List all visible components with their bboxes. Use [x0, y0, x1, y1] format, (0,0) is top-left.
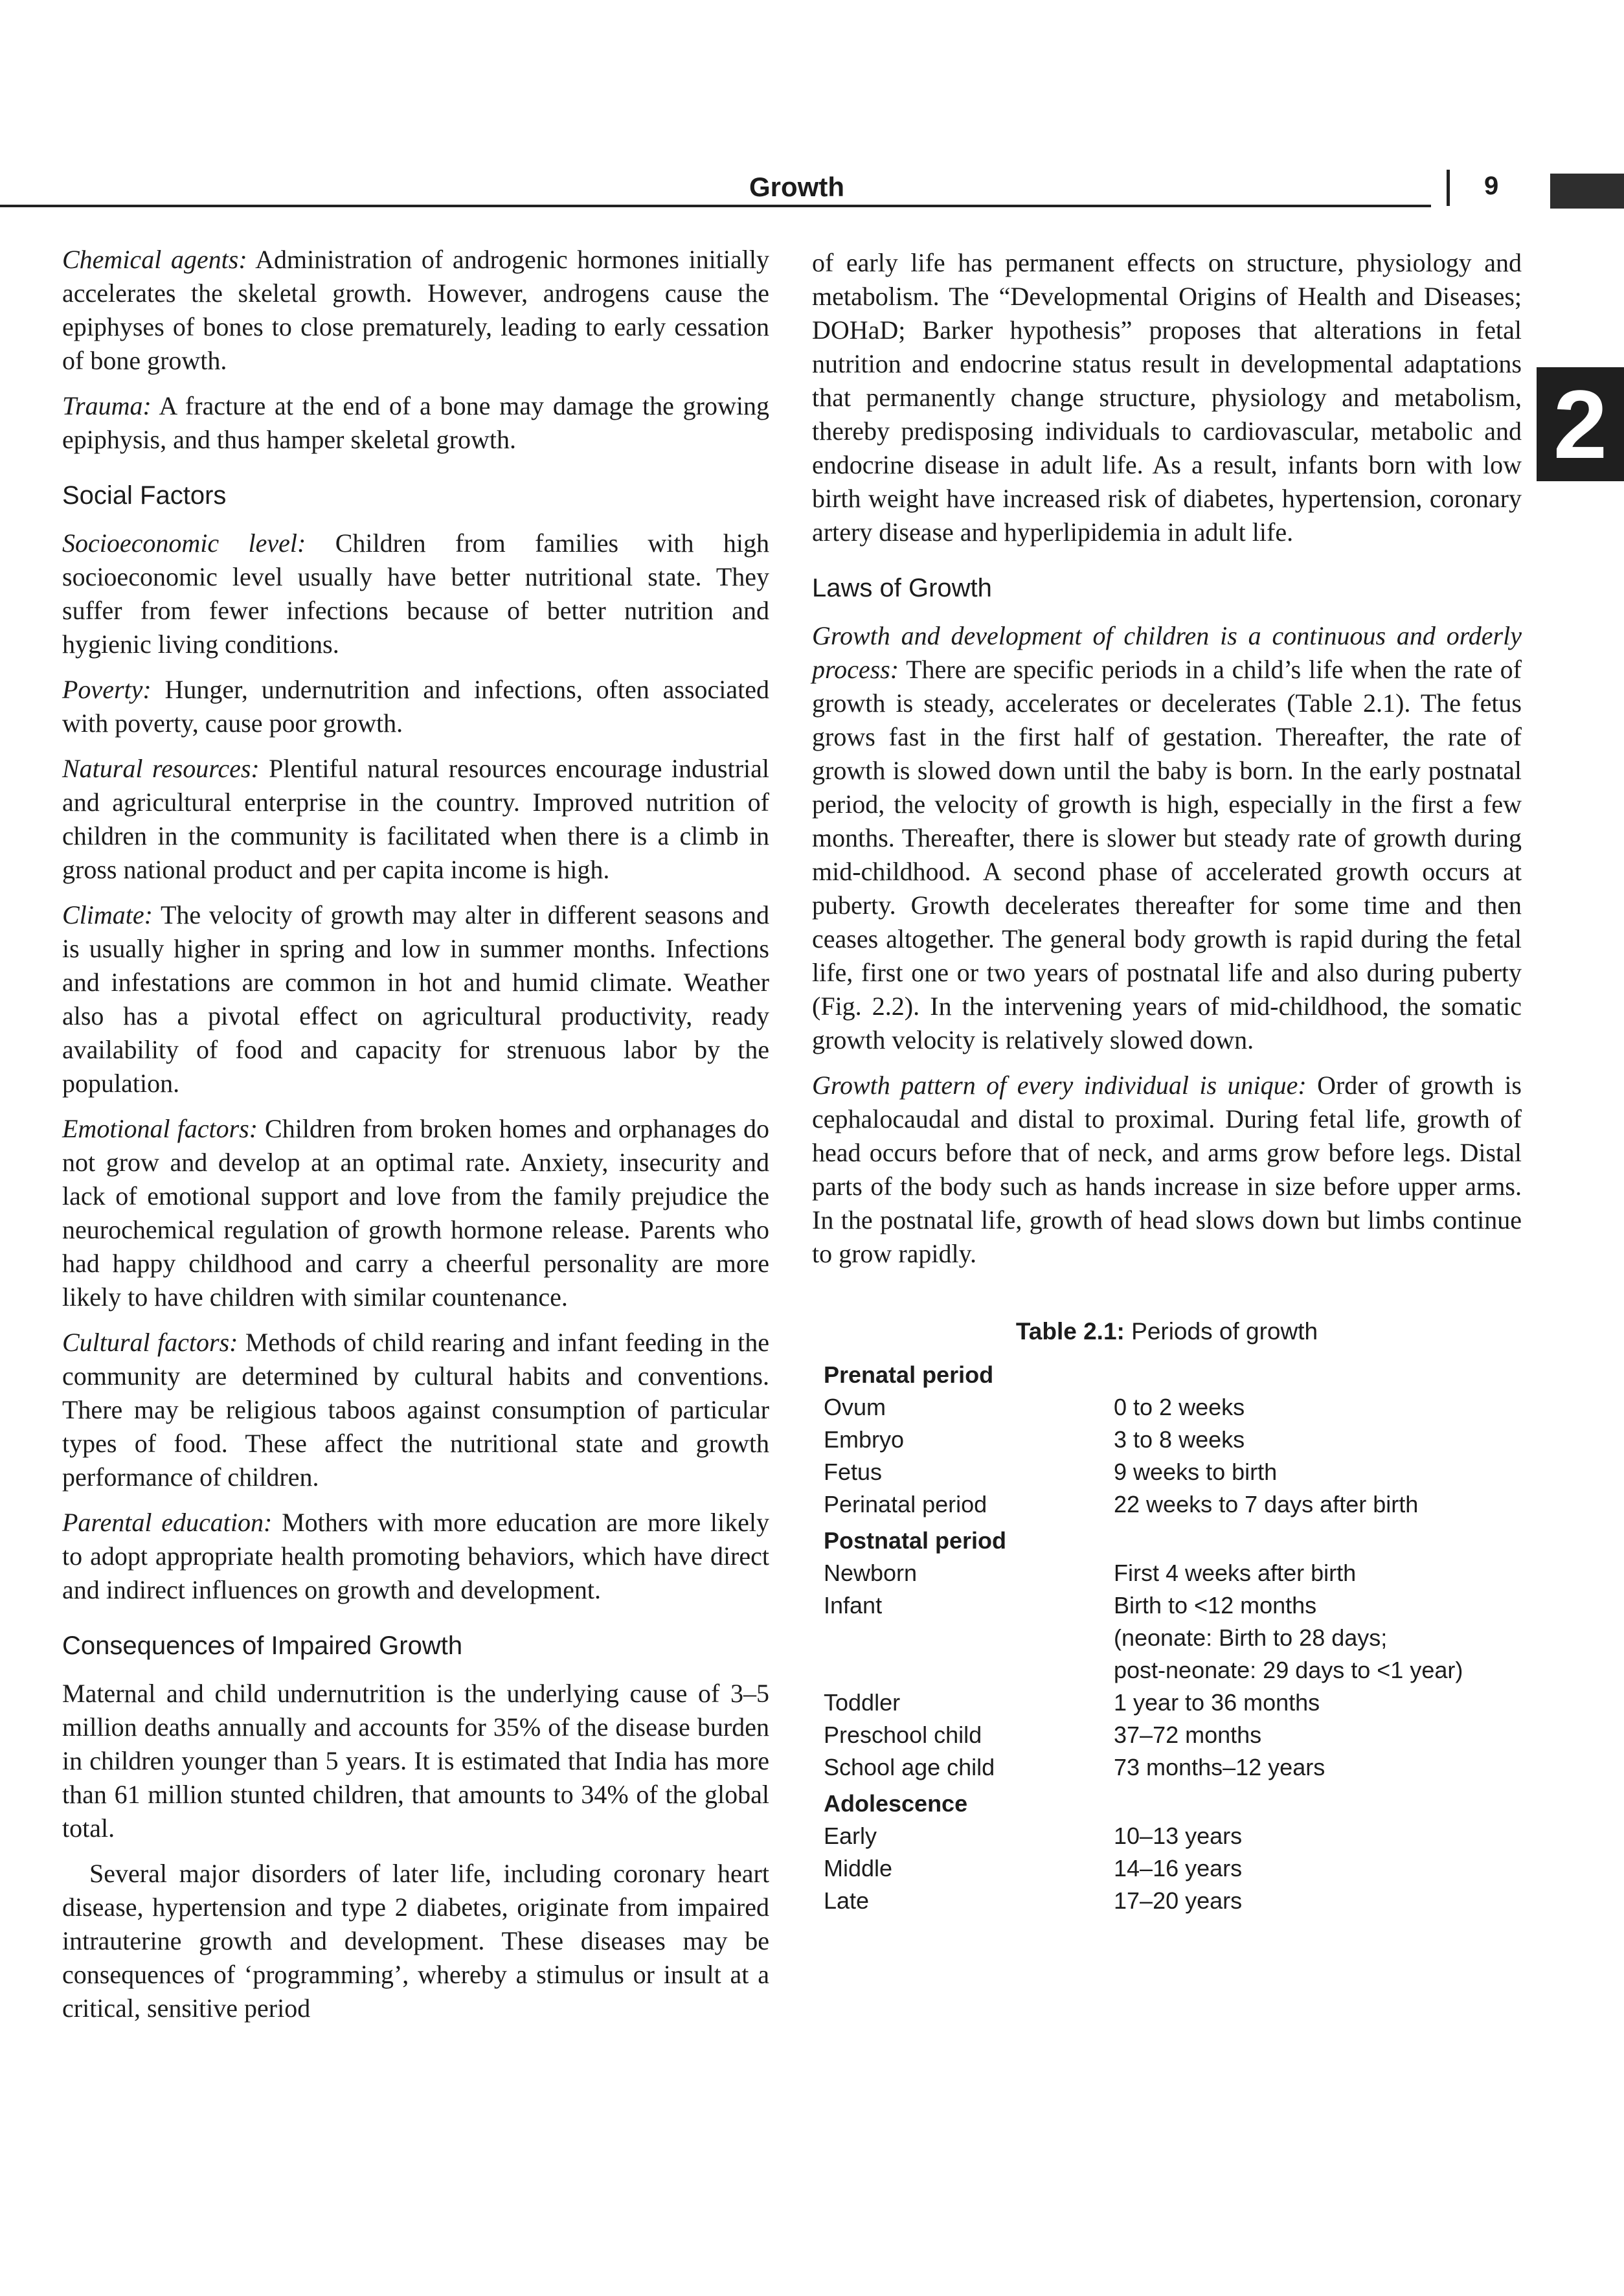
table-section-row [812, 1784, 1522, 1820]
table-row [812, 1488, 1522, 1521]
paragraph-text: Order of growth is cephalocaudal and distal to proximal. During fetal life, growth of head occurs before that of neck, and arms grow before legs. Distal parts of the body such as hands increase in size before upper arms. In the postnatal life, growth of head slows down but limbs continue to grow rapidly. [812, 1071, 1522, 1268]
paragraph-lead: Trauma: [62, 391, 152, 420]
table-cell-term: Toddler [824, 1689, 901, 1716]
table-section-title: Postnatal period [824, 1527, 1007, 1554]
paragraph [62, 1112, 769, 1314]
paragraph-continuation: of early life has permanent effects on structure, physiology and metabolism. The “Developmental Origins of Health and Diseases; DOHaD; Barker hypothesis” proposes that alterations in fetal nutrition and endocrine status result in developmental adaptations that permanently change structure, physiology and metabolism, thereby predisposing individuals to cardiovascular, metabolic and endocrine disease in adult life. As a result, infants born with low birth weight have increased risk of diabetes, hypertension, coronary artery disease and hyperlipidemia in adult life. [812, 248, 1522, 547]
table-cell-term: Late [824, 1887, 870, 1914]
table-row [812, 1751, 1522, 1784]
table-cell-value: 17–20 years [1114, 1887, 1243, 1914]
table-section-row [812, 1521, 1522, 1557]
table-row [812, 1719, 1522, 1751]
table-cell-value: 1 year to 36 months [1114, 1689, 1320, 1716]
paragraph-text: Plentiful natural resources encourage industrial and agricultural enterprise in the country. Improved nutrition of children in the community is facilitated when there is a climb in gross national product and per capita income is high. [62, 754, 769, 884]
table-cell-term [812, 1654, 1102, 1687]
paragraph [62, 243, 769, 378]
table-cell-term: Infant [824, 1592, 883, 1619]
table-cell-term: Early [824, 1823, 877, 1849]
paragraph-lead: Emotional factors: [62, 1114, 258, 1143]
paragraph-text: The velocity of growth may alter in different seasons and is usually higher in spring and low in summer months. Infections and infestations are common in hot and humid climate. Weather also has a pivotal effect on agricultural productivity, ready availability of food and capacity for strenuous labor by the population. [62, 900, 769, 1098]
table-cell-value: 10–13 years [1114, 1823, 1243, 1849]
paragraph-text: There are specific periods in a child’s life when the rate of growth is steady, accelerates or decelerates (Table 2.1). The fetus grows fast in the first half of gestation. Thereafter, the rate of growth is slowed down until the baby is born. In the early postnatal period, the velocity of growth is high, especially in the first a few months. Thereafter, there is slower but steady rate of growth during mid-childhood. A second phase of accelerated growth occurs at puberty. Growth decelerates thereafter for some time and then ceases altogether. The general body growth is rapid during the fetal life, first one or two years of postnatal life and also during puberty (Fig. 2.2). In the intervening years of mid-childhood, the somatic growth velocity is relatively slowed down. [812, 655, 1522, 1054]
paragraph-text: Mothers with more education are more likely to adopt appropriate health promoting behaviors, which have direct and indirect influences on growth and development. [62, 1508, 769, 1604]
table-cell-value: 0 to 2 weeks [1114, 1394, 1245, 1420]
paragraph-lead: Socioeconomic level: [62, 529, 306, 558]
paragraph-lead: Parental education: [62, 1508, 273, 1537]
paragraph-lead: Cultural factors: [62, 1328, 238, 1357]
table-cell-value: 14–16 years [1114, 1855, 1243, 1881]
table-cell-value: 22 weeks to 7 days after birth [1114, 1491, 1419, 1517]
paragraph [62, 527, 769, 661]
table-caption [812, 1315, 1522, 1348]
table-section-title: Prenatal period [824, 1361, 994, 1388]
table-row [812, 1456, 1522, 1488]
running-header-title: Growth [749, 172, 844, 202]
table-cell-value: 9 weeks to birth [1114, 1459, 1278, 1485]
table-row [812, 1424, 1522, 1456]
section-heading-social-factors: Social Factors [62, 481, 227, 510]
paragraph-lead: Growth and development of children is a continuous and orderly process: [812, 621, 1522, 684]
header-rule [0, 205, 1431, 207]
paragraph-lead: Growth pattern of every individual is unique: [812, 1071, 1307, 1100]
table-cell-term: Middle [824, 1855, 893, 1881]
table-section-row [812, 1355, 1522, 1391]
table-cell-term: Preschool child [824, 1722, 982, 1748]
paragraph-text: Hunger, undernutrition and infections, often associated with poverty, cause poor growth. [62, 675, 769, 738]
paragraph: Maternal and child undernutrition is the underlying cause of 3–5 million deaths annually and accounts for 35% of the disease burden in children younger than 5 years. It is estimated that India has more than 61 million stunted children, that amounts to 34% of the global total. [62, 1679, 769, 1843]
table-row [812, 1885, 1522, 1917]
paragraph-lead: Poverty: [62, 675, 152, 704]
table-cell-term: School age child [824, 1754, 995, 1780]
paragraph-lead: Natural resources: [62, 754, 260, 783]
table-row [812, 1622, 1522, 1654]
paragraph-lead: Chemical agents: [62, 245, 247, 274]
table-cell-term: Fetus [824, 1459, 883, 1485]
table-cell-term: Ovum [824, 1394, 886, 1420]
table-cell-term [812, 1622, 1102, 1654]
table-cell-value: 3 to 8 weeks [1114, 1426, 1245, 1453]
table-row [812, 1557, 1522, 1589]
paragraph-text: Children from broken homes and orphanages do not grow and develop at an optimal rate. Anxiety, insecurity and lack of emotional support and love from the family prejudice the neurochemical regulation of growth hormone release. Parents who had happy childhood and carry a cheerful personality are more likely to have children with similar countenance. [62, 1114, 769, 1312]
paragraph [62, 1506, 769, 1607]
table-section-title: Adolescence [824, 1790, 968, 1817]
paragraph [62, 752, 769, 887]
paragraph-lead: Climate: [62, 900, 153, 929]
left-column [62, 243, 769, 2037]
table-cell-value: Birth to <12 months [1114, 1592, 1317, 1619]
table-cell-term: Newborn [824, 1560, 918, 1586]
table-row [812, 1687, 1522, 1719]
table-row [812, 1589, 1522, 1622]
paragraph-text: Administration of androgenic hormones initially accelerates the skeletal growth. However, androgens cause the epiphyses of bones to close prematurely, leading to early cessation of bone growth. [62, 245, 770, 375]
table-caption-text: Periods of growth [1124, 1318, 1318, 1345]
paragraph-text: Children from families with high socioeconomic level usually have better nutritional state. They suffer from fewer infections because of better nutrition and hygienic living conditions. [62, 529, 769, 659]
periods-of-growth-table [812, 1355, 1522, 1917]
paragraph [62, 1326, 769, 1494]
chapter-tab: 2 [1537, 367, 1624, 481]
paragraph [62, 389, 769, 457]
table-cell-term: Embryo [824, 1426, 905, 1453]
header-separator [1447, 170, 1450, 206]
page-number: 9 [1484, 172, 1499, 200]
table-cell-value: (neonate: Birth to 28 days; [1114, 1624, 1388, 1651]
paragraph-text: A fracture at the end of a bone may damage the growing epiphysis, and thus hamper skeletal growth. [62, 391, 769, 454]
right-column [812, 246, 1522, 1917]
paragraph: Several major disorders of later life, including coronary heart disease, hypertension and type 2 diabetes, originate from impaired intrauterine growth and development. These diseases may be consequences of ‘programming’, whereby a stimulus or insult at a critical, sensitive period [62, 1859, 769, 2023]
table-row [812, 1654, 1522, 1687]
paragraph [62, 898, 769, 1100]
table-cell-term: Perinatal period [824, 1491, 987, 1517]
section-heading-laws-of-growth: Laws of Growth [812, 574, 992, 602]
table-cell-value: 73 months–12 years [1114, 1754, 1325, 1780]
section-heading-consequences: Consequences of Impaired Growth [62, 1631, 463, 1660]
table-cell-value: 37–72 months [1114, 1722, 1262, 1748]
paragraph [62, 673, 769, 740]
header-thumb-block [1550, 174, 1624, 209]
table-row [812, 1391, 1522, 1424]
table-row [812, 1852, 1522, 1885]
table-cell-value: post-neonate: 29 days to <1 year) [1114, 1657, 1463, 1683]
paragraph [812, 619, 1522, 1057]
table-cell-value: First 4 weeks after birth [1114, 1560, 1357, 1586]
table-caption-label: Table 2.1: [1015, 1318, 1125, 1345]
paragraph [812, 1069, 1522, 1271]
table-row [812, 1820, 1522, 1852]
paragraph-text: Methods of child rearing and infant feeding in the community are determined by cultural habits and conventions. There may be religious taboos against consumption of particular types of food. These affect the nutritional state and growth performance of children. [62, 1328, 769, 1492]
